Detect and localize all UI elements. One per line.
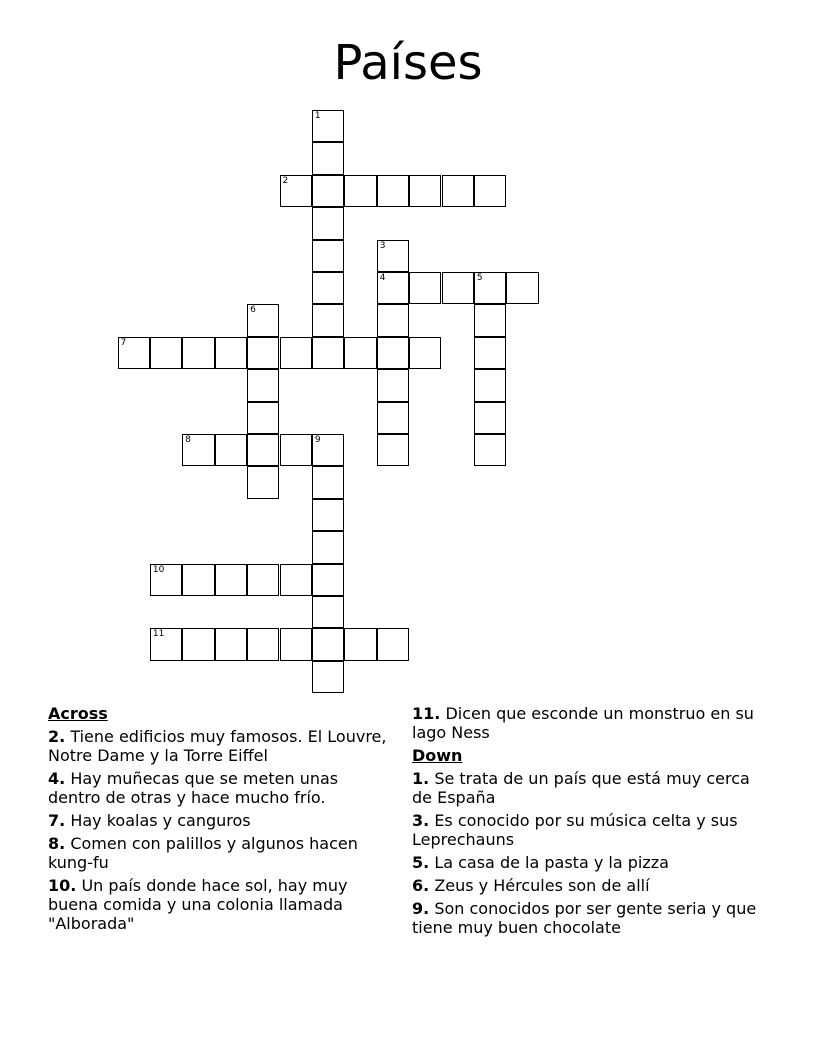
down-clue-1 <box>412 769 757 807</box>
grid-cell[interactable] <box>312 466 344 498</box>
grid-cell[interactable] <box>474 175 506 207</box>
clue-number: 2. <box>48 727 66 746</box>
clue-number: 11. <box>412 704 441 723</box>
clue-number: 8. <box>48 834 66 853</box>
grid-cell[interactable] <box>442 175 474 207</box>
grid-cell[interactable] <box>182 564 214 596</box>
clue-number-label: 8 <box>185 435 192 445</box>
grid-cell[interactable] <box>280 564 312 596</box>
clue-number: 7. <box>48 811 66 830</box>
clue-number: 4. <box>48 769 66 788</box>
clue-text: Un país donde hace sol, hay muy buena comida y una colonia llamada "Alborada" <box>48 876 348 933</box>
grid-cell[interactable] <box>344 337 376 369</box>
clue-text: Se trata de un país que está muy cerca de España <box>412 769 750 807</box>
grid-cell[interactable] <box>215 337 247 369</box>
clue-number: 6. <box>412 876 430 895</box>
grid-cell[interactable] <box>280 175 312 207</box>
clue-number: 10. <box>48 876 77 895</box>
clue-text: Es conocido por su música celta y sus Leprechauns <box>412 811 738 849</box>
grid-cell[interactable] <box>247 434 279 466</box>
grid-cell[interactable] <box>377 272 409 304</box>
grid-cell[interactable] <box>312 207 344 239</box>
across-clue-7 <box>48 811 393 830</box>
page-title: Países <box>333 35 483 91</box>
clues-column-right <box>412 704 757 941</box>
grid-cell[interactable] <box>312 272 344 304</box>
grid-cell[interactable] <box>280 337 312 369</box>
grid-cell[interactable] <box>312 110 344 142</box>
down-heading: Down <box>412 746 463 765</box>
grid-cell[interactable] <box>474 434 506 466</box>
across-clue-2 <box>48 727 393 765</box>
clue-text: La casa de la pasta y la pizza <box>434 853 669 872</box>
clue-text: Son conocidos por ser gente seria y que tiene muy buen chocolate <box>412 899 757 937</box>
grid-cell[interactable] <box>312 499 344 531</box>
clue-text: Zeus y Hércules son de allí <box>434 876 650 895</box>
grid-cell[interactable] <box>474 337 506 369</box>
down-clue-5 <box>412 853 757 872</box>
grid-cell[interactable] <box>247 304 279 336</box>
clue-number: 9. <box>412 899 430 918</box>
across-heading: Across <box>48 704 108 723</box>
grid-cell[interactable] <box>150 337 182 369</box>
grid-cell[interactable] <box>312 434 344 466</box>
grid-cell[interactable] <box>474 272 506 304</box>
grid-cell[interactable] <box>506 272 538 304</box>
clue-number-label: 7 <box>120 337 127 348</box>
grid-cell[interactable] <box>150 564 182 596</box>
down-clue-9 <box>412 899 757 937</box>
grid-cell[interactable] <box>377 337 409 369</box>
clue-text: Hay muñecas que se meten unas dentro de otras y hace mucho frío. <box>48 769 339 807</box>
grid-cell[interactable] <box>409 175 441 207</box>
grid-cell[interactable] <box>409 337 441 369</box>
grid-cell[interactable] <box>377 402 409 434</box>
down-clue-6 <box>412 876 757 895</box>
clue-text: Tiene edificios muy famosos. El Louvre, Notre Dame y la Torre Eiffel <box>48 727 387 765</box>
grid-cell[interactable] <box>344 175 376 207</box>
grid-cell[interactable] <box>312 661 344 693</box>
grid-cell[interactable] <box>215 564 247 596</box>
clue-number-label: 2 <box>282 175 289 186</box>
grid-cell[interactable] <box>377 434 409 466</box>
clues-column-left <box>48 704 393 937</box>
clue-number-label: 10 <box>152 564 165 575</box>
clue-text: Dicen que esconde un monstruo en su lago Ness <box>412 704 754 742</box>
grid-cell[interactable] <box>312 337 344 369</box>
grid-cell[interactable] <box>442 272 474 304</box>
grid-cell[interactable] <box>182 337 214 369</box>
grid-cell[interactable] <box>247 337 279 369</box>
grid-cell[interactable] <box>377 175 409 207</box>
down-clue-3 <box>412 811 757 849</box>
grid-cell[interactable] <box>312 175 344 207</box>
across-clue-11 <box>412 704 757 742</box>
grid-cell[interactable] <box>247 402 279 434</box>
grid-cell[interactable] <box>247 466 279 498</box>
across-clue-4 <box>48 769 393 807</box>
grid-cell[interactable] <box>247 628 279 660</box>
grid-cell[interactable] <box>280 434 312 466</box>
grid-cell[interactable] <box>474 304 506 336</box>
grid-cell[interactable] <box>377 369 409 401</box>
clue-number-label: 5 <box>476 273 483 283</box>
grid-cell[interactable] <box>377 240 409 272</box>
grid-cell[interactable] <box>344 628 376 660</box>
grid-cell[interactable] <box>312 564 344 596</box>
grid-cell[interactable] <box>312 628 344 660</box>
clue-text: Hay koalas y canguros <box>70 811 251 830</box>
grid-cell[interactable] <box>377 304 409 336</box>
grid-cell[interactable] <box>312 531 344 563</box>
grid-cell[interactable] <box>280 628 312 660</box>
grid-cell[interactable] <box>312 240 344 272</box>
clue-number-label: 9 <box>314 435 321 445</box>
grid-cell[interactable] <box>247 564 279 596</box>
grid-cell[interactable] <box>312 304 344 336</box>
grid-cell[interactable] <box>409 272 441 304</box>
grid-cell[interactable] <box>474 369 506 401</box>
grid-cell[interactable] <box>150 628 182 660</box>
clue-number: 3. <box>412 811 430 830</box>
grid-cell[interactable] <box>215 628 247 660</box>
grid-cell[interactable] <box>247 369 279 401</box>
grid-cell[interactable] <box>312 596 344 628</box>
grid-cell[interactable] <box>118 337 150 369</box>
grid-cell[interactable] <box>312 142 344 174</box>
clue-number-label: 11 <box>152 629 165 640</box>
grid-cell[interactable] <box>182 628 214 660</box>
clue-number: 5. <box>412 853 430 872</box>
clue-text: Comen con palillos y algunos hacen kung-fu <box>48 834 358 872</box>
grid-cell[interactable] <box>377 628 409 660</box>
grid-cell[interactable] <box>474 402 506 434</box>
clue-number-label: 6 <box>250 305 256 316</box>
clue-number-label: 3 <box>379 240 386 251</box>
clue-number-label: 4 <box>379 273 386 283</box>
across-clue-10 <box>48 876 393 933</box>
clue-number: 1. <box>412 769 430 788</box>
grid-cell[interactable] <box>215 434 247 466</box>
across-clue-8 <box>48 834 393 872</box>
clue-number-label: 1 <box>314 111 321 121</box>
grid-cell[interactable] <box>182 434 214 466</box>
